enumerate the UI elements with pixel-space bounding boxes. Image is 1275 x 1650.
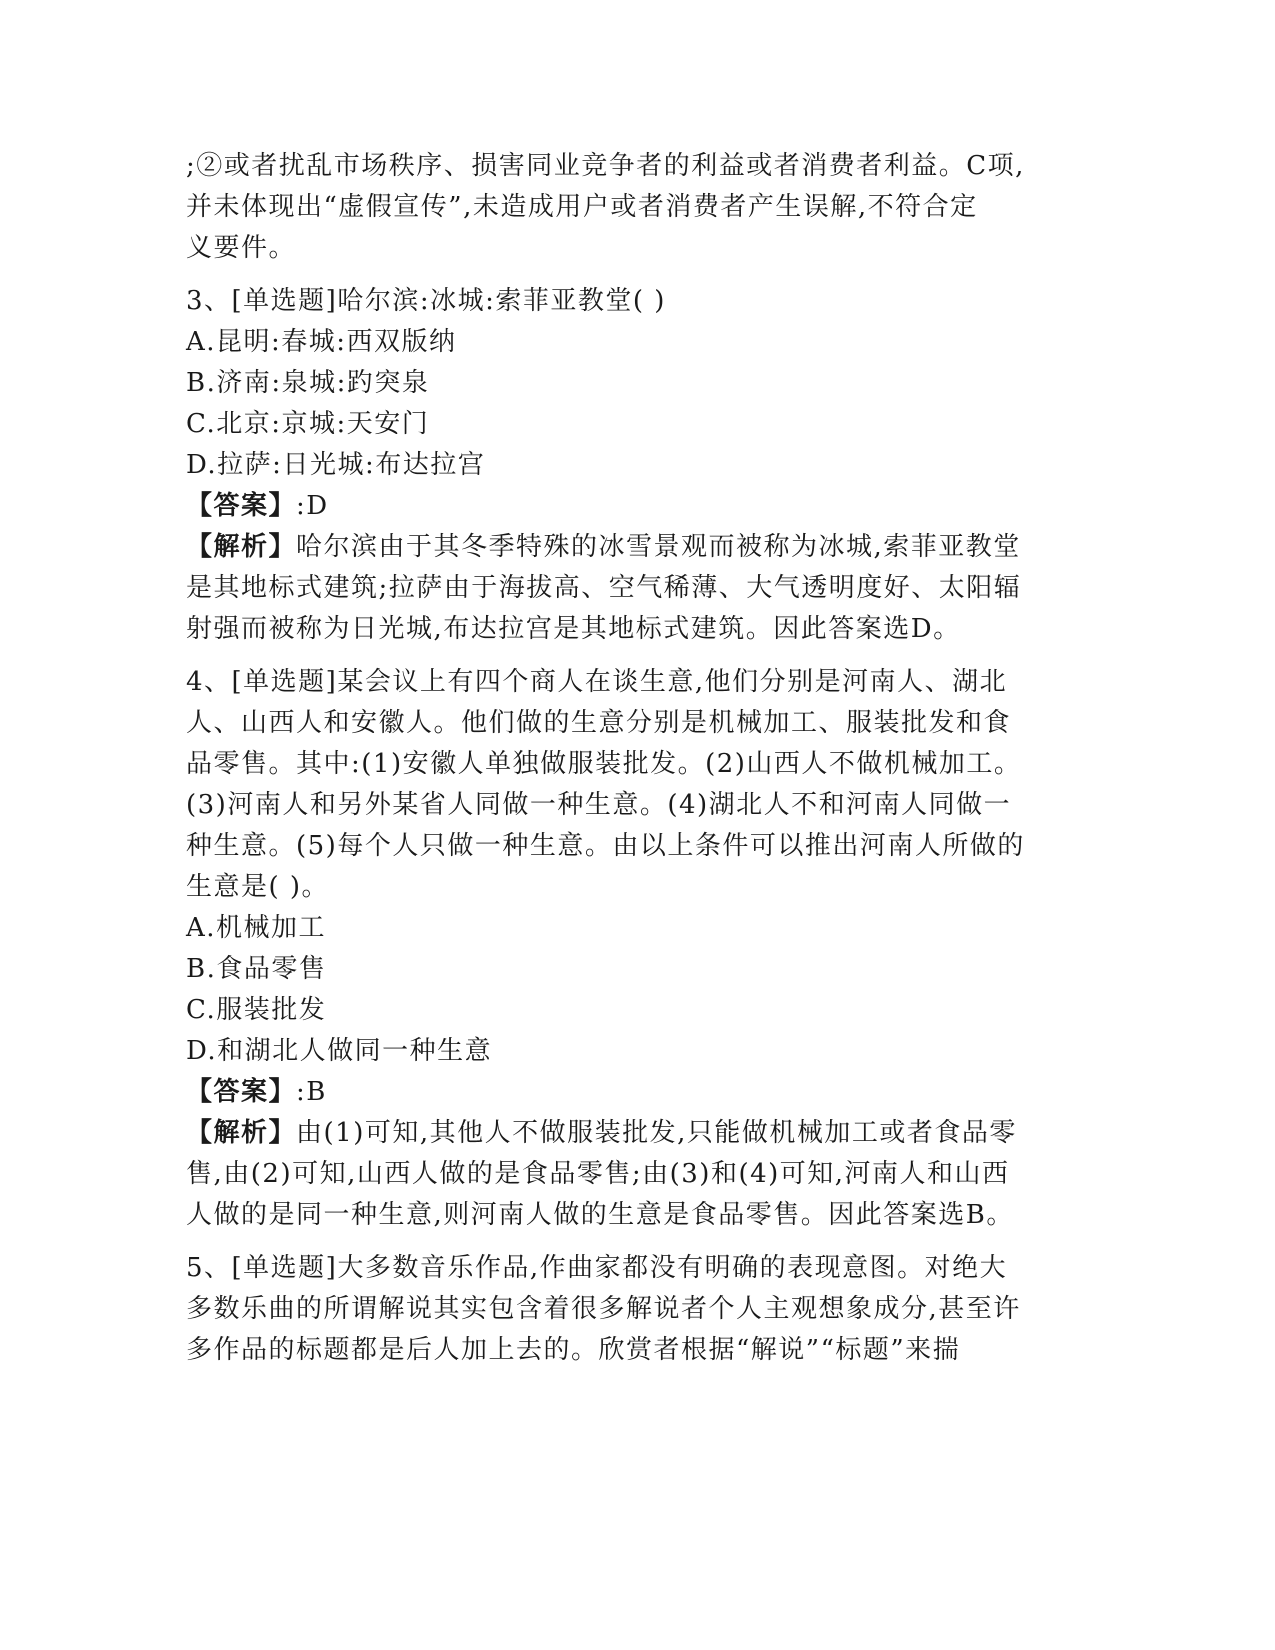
text-line: 义要件。	[186, 233, 297, 263]
option-c: C.服装批发	[186, 995, 327, 1025]
text-line: ;②或者扰乱市场秩序、损害同业竞争者的利益或者消费者利益。C项,	[186, 151, 1025, 181]
option-a: A.昆明:春城:西双版纳	[186, 327, 457, 357]
question-4	[186, 662, 1086, 1236]
analysis-line	[186, 1113, 1086, 1154]
question-3	[186, 281, 1086, 650]
option-b: B.食品零售	[186, 954, 327, 984]
answer-line	[186, 1072, 1086, 1113]
answer-tag: 【答案】	[186, 491, 297, 521]
analysis-tag: 【解析】	[186, 532, 297, 562]
question-stem: (3)河南人和另外某省人同做一种生意。(4)湖北人不和河南人同做一	[186, 790, 1012, 820]
analysis-line	[186, 527, 1086, 568]
option-b: B.济南:泉城:趵突泉	[186, 368, 430, 398]
option-a: A.机械加工	[186, 913, 327, 943]
analysis-tag: 【解析】	[186, 1118, 297, 1148]
analysis-text: 射强而被称为日光城,布达拉宫是其地标式建筑。因此答案选D。	[186, 614, 961, 644]
question-stem: 生意是( )。	[186, 872, 330, 902]
analysis-text: 是其地标式建筑;拉萨由于海拔高、空气稀薄、大气透明度好、太阳辐	[186, 573, 1022, 603]
analysis-text: 售,由(2)可知,山西人做的是食品零售;由(3)和(4)可知,河南人和山西	[186, 1159, 1010, 1189]
previous-question-analysis-continuation	[186, 146, 1086, 269]
question-stem: 多数乐曲的所谓解说其实包含着很多解说者个人主观想象成分,甚至许	[186, 1294, 1021, 1324]
answer-tag: 【答案】	[186, 1077, 297, 1107]
option-d: D.和湖北人做同一种生意	[186, 1036, 493, 1066]
question-stem: 5、[单选题]大多数音乐作品,作曲家都没有明确的表现意图。对绝大	[186, 1253, 1008, 1283]
question-stem: 多作品的标题都是后人加上去的。欣赏者根据“解说”“标题”来揣	[186, 1335, 961, 1365]
question-stem: 4、[单选题]某会议上有四个商人在谈生意,他们分别是河南人、湖北	[186, 667, 1008, 697]
analysis-text: 人做的是同一种生意,则河南人做的生意是食品零售。因此答案选B。	[186, 1200, 1014, 1230]
analysis-text: 哈尔滨由于其冬季特殊的冰雪景观而被称为冰城,索菲亚教堂	[296, 532, 1021, 562]
option-d: D.拉萨:日光城:布达拉宫	[186, 450, 486, 480]
question-stem: 品零售。其中:(1)安徽人单独做服装批发。(2)山西人不做机械加工。	[186, 749, 1022, 779]
question-stem: 种生意。(5)每个人只做一种生意。由以上条件可以推出河南人所做的	[186, 831, 1025, 861]
document-page	[186, 146, 1086, 1371]
answer-line	[186, 486, 1086, 527]
question-5	[186, 1248, 1086, 1371]
question-stem: 人、山西人和安徽人。他们做的生意分别是机械加工、服装批发和食	[186, 708, 1012, 738]
answer-value: :B	[296, 1077, 327, 1107]
analysis-text: 由(1)可知,其他人不做服装批发,只能做机械加工或者食品零	[296, 1118, 1017, 1148]
option-c: C.北京:京城:天安门	[186, 409, 430, 439]
question-stem: 3、[单选题]哈尔滨:冰城:索菲亚教堂( )	[186, 286, 666, 316]
text-line: 并未体现出“虚假宣传”,未造成用户或者消费者产生误解,不符合定	[186, 192, 978, 222]
answer-value: :D	[296, 491, 329, 521]
